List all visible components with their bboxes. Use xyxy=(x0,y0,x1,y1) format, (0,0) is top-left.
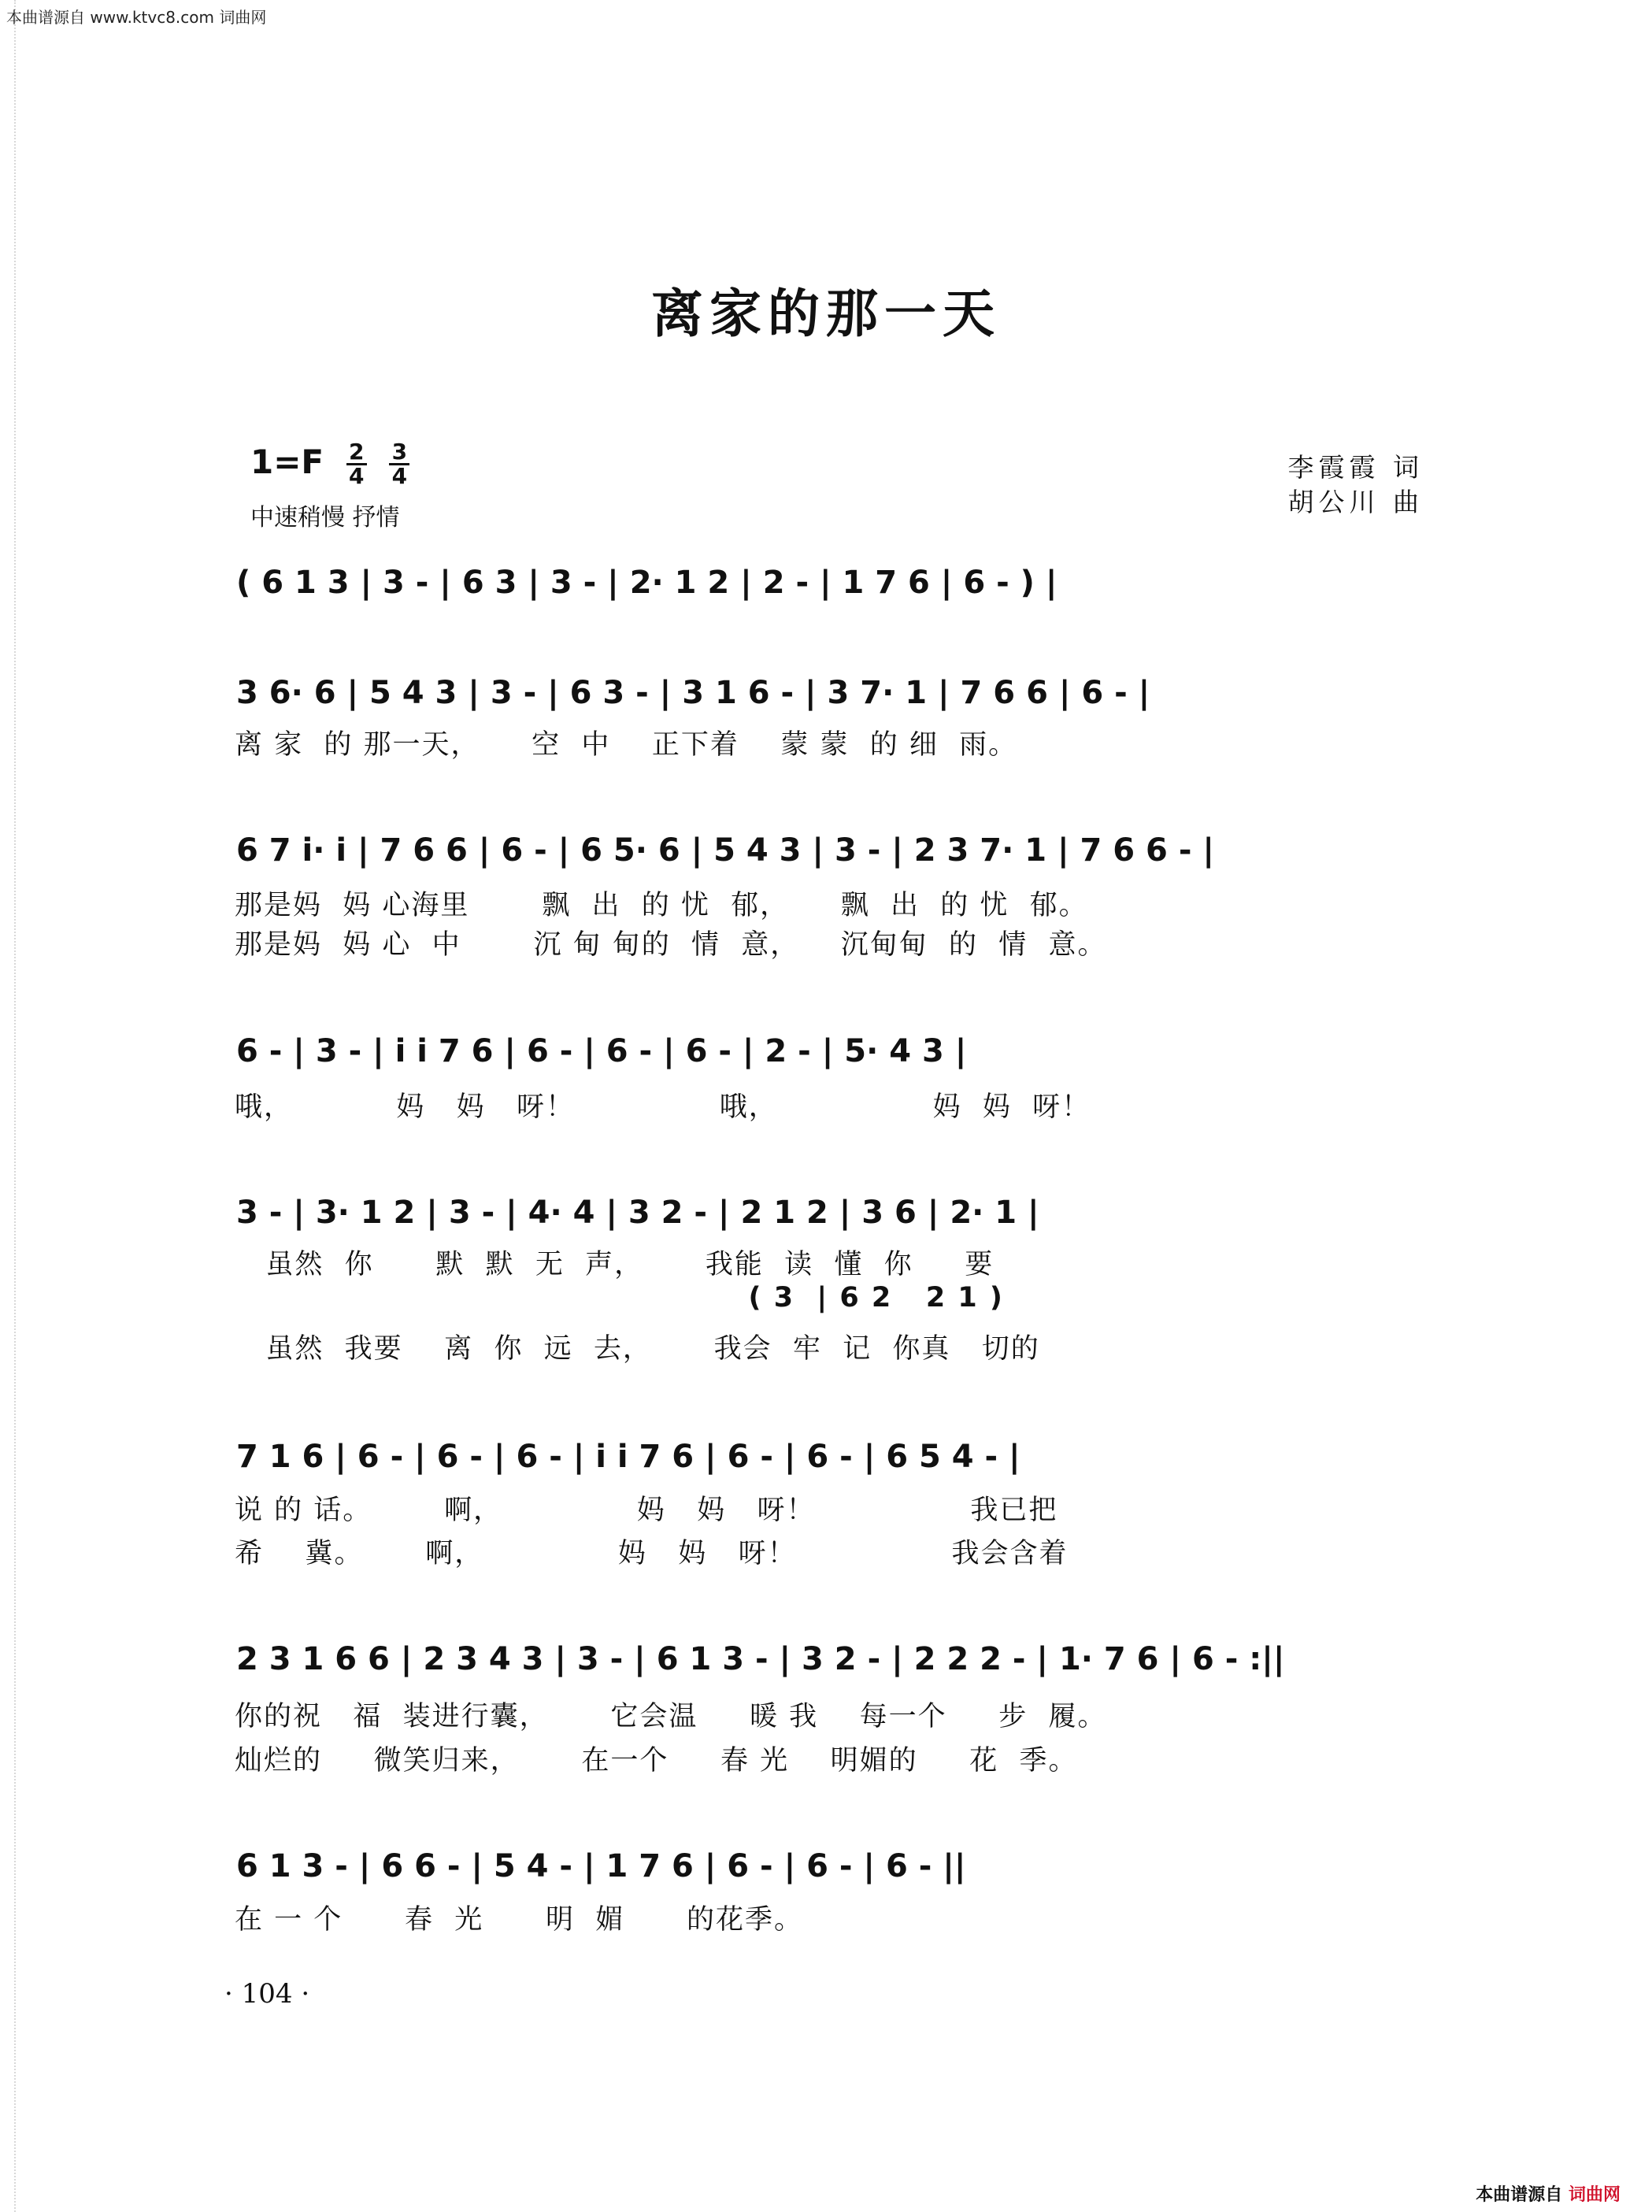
notation-row-2 xyxy=(236,665,1433,716)
lyric-row-7-verse-1: 你的祝 福 装进行囊， 它会温 暖 我 每一个 步 履。 xyxy=(235,1701,1107,1732)
footer-left: 本曲谱源自 xyxy=(1476,2185,1563,2205)
notation-row-5 xyxy=(236,1185,1433,1236)
notation-row-3 xyxy=(236,823,1433,873)
notation-text: 6 7 i· i | 7 6 6 | 6 - | 6 5· 6 | 5 4 3 | 3 - | 2 3 7· 1 | 7 6 6 - | xyxy=(236,832,1214,869)
lyric-row-3-verse-1: 那是妈 妈 心海里 飘 出 的 忧 郁， 飘 出 的 忧 郁。 xyxy=(235,890,1088,921)
notation-text: 6 1 3 - | 6 6 - | 5 4 - | 1 7 6 | 6 - | 6 - | 6 - || xyxy=(236,1848,966,1884)
composer-credit: 胡公川 曲 xyxy=(1287,487,1424,517)
notation-row-7 xyxy=(236,1632,1433,1682)
notation-text: 2 3 1 6 6 | 2 3 4 3 | 3 - | 6 1 3 - | 3 2 - | 2 2 2 - | 1· 7 6 | 6 - :|| xyxy=(236,1641,1285,1677)
notation-row-1 xyxy=(236,555,1433,606)
footer-logo xyxy=(1476,2181,1621,2206)
lyric-row-4-verse-1: 哦， 妈 妈 呀！ 哦， 妈 妈 呀！ xyxy=(235,1091,1091,1123)
source-note: 本曲谱源自 www.ktvc8.com 词曲网 xyxy=(6,8,267,27)
page-number: · 104 · xyxy=(224,1978,310,2010)
notation-row-6 xyxy=(236,1429,1433,1480)
notation-text: ( 6 1 3 | 3 - | 6 3 | 3 - | 2· 1 2 | 2 - | 1 7 6 | 6 - ) | xyxy=(236,565,1058,601)
time-signature-2: $\frac{3}{4}$ xyxy=(389,441,409,487)
notation-row-8 xyxy=(236,1839,1433,1889)
lyric-row-5-verse-2: 虽然 我要 离 你 远 去， 我会 牢 记 你真 切的 xyxy=(235,1333,1040,1365)
lyric-row-3-verse-2: 那是妈 妈 心 中 沉 甸 甸的 情 意， 沉甸甸 的 情 意。 xyxy=(235,929,1107,961)
lyricist-credit: 李霞霞 词 xyxy=(1287,452,1424,483)
lyric-row-5-interlude: ( 3 | 6 2 2 1 ) xyxy=(235,1282,1004,1313)
lyric-row-7-verse-2: 灿烂的 微笑归来， 在一个 春 光 明媚的 花 季。 xyxy=(235,1745,1078,1777)
time-signature-1: $\frac{2}{4}$ xyxy=(346,441,367,487)
lyric-row-2-verse-1: 离 家 的 那一天， 空 中 正下着 蒙 蒙 的 细 雨。 xyxy=(235,729,1018,761)
notation-text: 3 6· 6 | 5 4 3 | 3 - | 6 3 - | 3 1 6 - | 3 7· 1 | 7 6 6 | 6 - | xyxy=(236,675,1150,711)
notation-row-4 xyxy=(236,1024,1433,1074)
footer-right: 词曲网 xyxy=(1568,2185,1621,2205)
tempo-marking: 中速稍慢 抒情 xyxy=(250,504,400,532)
lyric-row-6-verse-1: 说 的 话。 啊， 妈 妈 呀！ 我已把 xyxy=(235,1495,1058,1526)
key-label: 1=F xyxy=(250,443,324,481)
notation-text: 3 - | 3· 1 2 | 3 - | 4· 4 | 3 2 - | 2 1 2 | 3 6 | 2· 1 | xyxy=(236,1195,1039,1231)
lyric-row-5-verse-1: 虽然 你 默 默 无 声， 我能 读 懂 你 要 xyxy=(235,1249,995,1280)
lyric-row-6-verse-2: 希 冀。 啊， 妈 妈 呀！ 我会含着 xyxy=(235,1538,1069,1569)
song-title: 离家的那一天 xyxy=(651,283,1001,344)
lyric-row-8-verse-1: 在 一 个 春 光 明 媚 的花季。 xyxy=(235,1904,804,1936)
key-signature xyxy=(250,441,409,487)
notation-text: 6 - | 3 - | i i 7 6 | 6 - | 6 - | 6 - | 2 - | 5· 4 3 | xyxy=(236,1033,967,1069)
notation-text: 7 1 6 | 6 - | 6 - | 6 - | i i 7 6 | 6 - | 6 - | 6 5 4 - | xyxy=(236,1439,1020,1475)
